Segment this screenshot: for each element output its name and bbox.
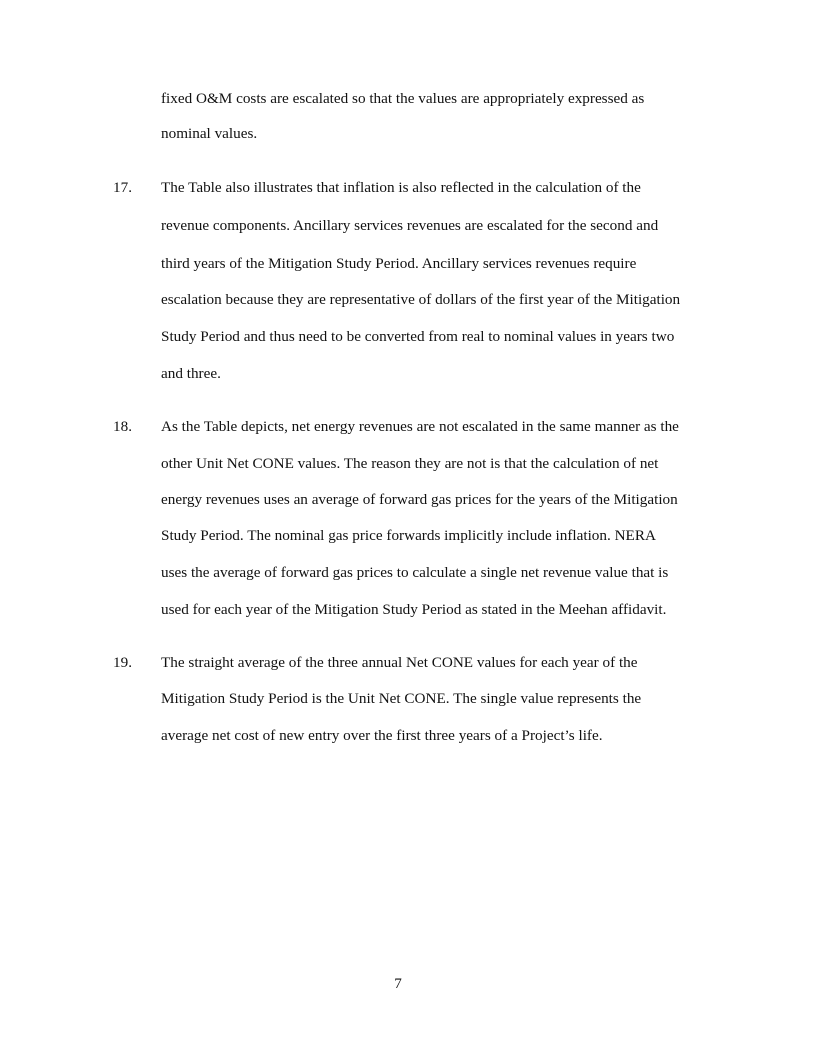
- paragraph-line: Study Period and thus need to be converted from real to nominal values in years two: [161, 328, 675, 345]
- paragraph-number: 17.: [113, 179, 132, 196]
- paragraph-line: escalation because they are representative of dollars of the first year of the Mitigation: [161, 291, 681, 308]
- paragraph-line: The straight average of the three annual Net CONE values for each year of the: [161, 654, 638, 671]
- paragraph-line: uses the average of forward gas prices to calculate a single net revenue value that is: [161, 564, 669, 581]
- paragraph-line: average net cost of new entry over the first three years of a Project’s life.: [161, 727, 603, 744]
- continuation-line: nominal values.: [161, 125, 258, 142]
- continuation-line: fixed O&M costs are escalated so that the values are appropriately expressed as: [161, 90, 645, 107]
- paragraph-line: As the Table depicts, net energy revenues are not escalated in the same manner as the: [161, 418, 679, 435]
- paragraph-line: third years of the Mitigation Study Period. Ancillary services revenues require: [161, 255, 637, 272]
- paragraph-line: used for each year of the Mitigation Study Period as stated in the Meehan affidavit.: [161, 601, 667, 618]
- paragraph-line: The Table also illustrates that inflation is also reflected in the calculation of the: [161, 179, 641, 196]
- paragraph-line: energy revenues uses an average of forward gas prices for the years of the Mitigation: [161, 491, 678, 508]
- paragraph-line: other Unit Net CONE values. The reason they are not is that the calculation of net: [161, 455, 659, 472]
- paragraph-line: and three.: [161, 365, 221, 382]
- paragraph-number: 18.: [113, 418, 132, 435]
- paragraph-line: Study Period. The nominal gas price forwards implicitly include inflation. NERA: [161, 527, 656, 544]
- paragraph-line: revenue components. Ancillary services revenues are escalated for the second and: [161, 217, 659, 234]
- paragraph-line: Mitigation Study Period is the Unit Net CONE. The single value represents the: [161, 690, 642, 707]
- page-number: 7: [394, 975, 402, 992]
- paragraph-number: 19.: [113, 654, 132, 671]
